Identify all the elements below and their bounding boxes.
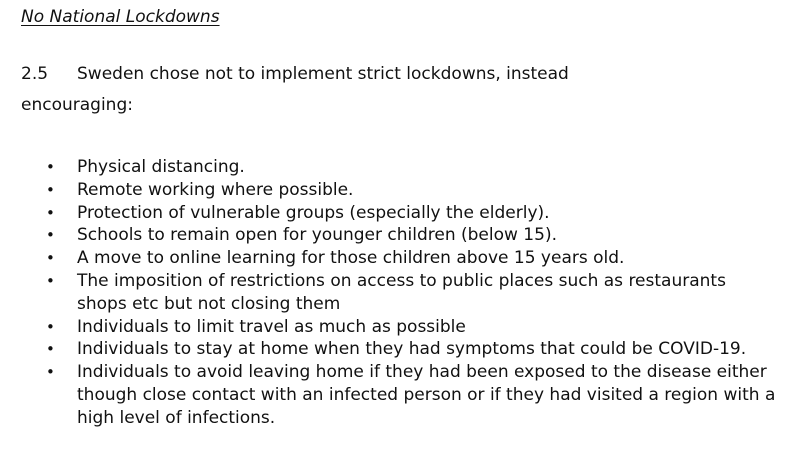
paragraph-text-line1: Sweden chose not to implement strict lockdowns, instead bbox=[77, 64, 569, 84]
list-item-text: Physical distancing. bbox=[77, 157, 245, 177]
list-item-text: Protection of vulnerable groups (especially the elderly). bbox=[77, 202, 550, 223]
list-item bbox=[0, 247, 777, 270]
list-item bbox=[0, 338, 777, 361]
bullet-icon: • bbox=[46, 363, 55, 382]
list-item bbox=[0, 270, 777, 316]
list-item-text: Remote working where possible. bbox=[77, 179, 354, 200]
list-item bbox=[0, 224, 777, 247]
list-item bbox=[0, 202, 777, 225]
paragraph-first-line bbox=[21, 62, 569, 86]
bullet-icon: • bbox=[46, 340, 55, 359]
bullet-icon: • bbox=[46, 249, 55, 268]
list-item-text: The imposition of restrictions on access to public places such as restaurants shops etc but not closing them bbox=[77, 270, 726, 314]
bullet-icon: • bbox=[46, 226, 55, 245]
list-item-text: A move to online learning for those children above 15 years old. bbox=[77, 248, 625, 269]
list-item-text: Individuals to avoid leaving home if they had been exposed to the disease either though close contact with an infected person or if they had visited a region with a high level of infections. bbox=[77, 362, 776, 428]
list-item-text: Individuals to limit travel as much as possible bbox=[77, 316, 466, 337]
list-item bbox=[0, 179, 777, 202]
bullet-icon: • bbox=[46, 317, 55, 336]
list-item bbox=[0, 316, 777, 339]
bullet-list bbox=[0, 156, 777, 430]
paragraph-text-line2: encouraging: bbox=[21, 95, 133, 115]
list-item bbox=[0, 361, 777, 429]
bullet-icon: • bbox=[46, 158, 55, 176]
bullet-icon: • bbox=[46, 203, 55, 222]
list-item bbox=[0, 156, 777, 179]
bullet-icon: • bbox=[46, 180, 55, 199]
bullet-icon: • bbox=[46, 271, 55, 290]
list-item-text: Schools to remain open for younger children (below 15). bbox=[77, 225, 557, 246]
section-heading: No National Lockdowns bbox=[21, 7, 220, 27]
paragraph-number: 2.5 bbox=[21, 64, 49, 84]
list-item-text: Individuals to stay at home when they had symptoms that could be COVID-19. bbox=[77, 339, 747, 360]
